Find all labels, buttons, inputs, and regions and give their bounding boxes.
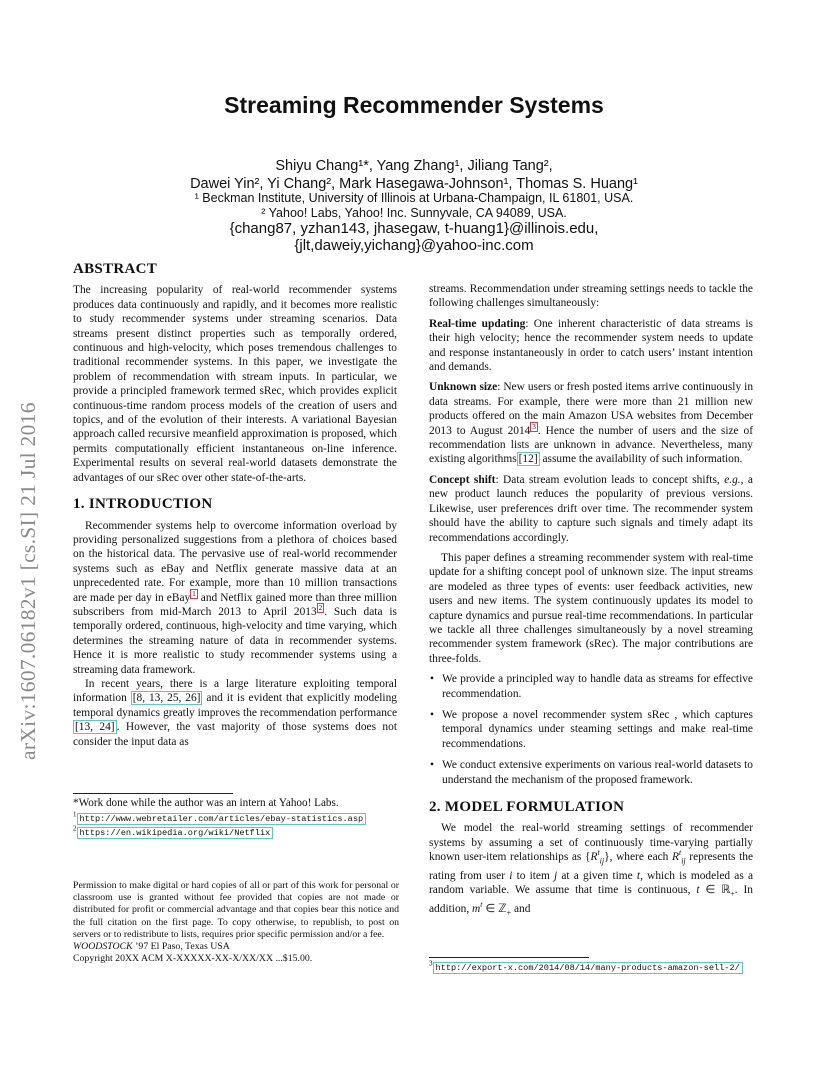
abstract-heading: ABSTRACT bbox=[73, 261, 158, 277]
email-line-1: {chang87, yzhan143, jhasegaw, t-huang1}@illinois.edu, bbox=[229, 220, 599, 237]
footnote-rule-right bbox=[429, 957, 589, 958]
abstract-text: The increasing popularity of real-world recommender systems produces data continuously and rapidly, and it becomes more realistic to study recommender systems under streaming scenarios. Data streams present distinct properties such as temporally ordered, continuous and high-velocity, which poses tremendous challenges to traditional recommender systems. In this paper, we investigate the problem of recommendation with stream inputs. In particular, we provide a principled framework termed sRec, which provides explicit continuous-time random process models of the creation of users and topics, and of the evolution of their interests. A variational Bayesian approach called recursive meanfield approximation is proposed, which permits computationally efficient instantaneous on-line inference. Experimental results on several real-world datasets demonstrate the advantages of our sRec over other state-of-the-arts. bbox=[73, 284, 397, 484]
model-formulation-heading: 2. MODEL FORMULATION bbox=[429, 799, 625, 815]
citation-link-group-2[interactable]: [13, 24] bbox=[75, 721, 115, 734]
model-formulation-paragraph: We model the real-world streaming settings of recommender systems by assuming a set of continuously time-varying partially known user-item relationships as $\{R^t_{ij}\}$, where each $R^t_{ij}$ represents the rating from user i to item j at a given time t, which is modeled as a random variable. We assume that time is continuous, t ∈ ℝ$_+$. In addition, $m^t$ ∈ ℤ$_+$ and bbox=[429, 822, 754, 918]
challenge-unknown-size: Unknown size: New users or fresh posted items arrive continuously in data streams. For example, there were more than 21 million new products offered on the main Amazon USA websites from December 2013 to August 2014 $^3$ . Hence the number of users and the size of recommendation lists are unknown in advance. Nevertheless, many existing algorithms [12] assume the availability of such information. bbox=[429, 381, 754, 466]
challenge-concept-shift: Concept shift: Data stream evolution leads to concept shifts, e.g., a new product launch reduces the popularity of previous versions. Likewise, user preferences drift over time. The recommender system should have the ability to capture such signals and timely adapt its recommendations accordingly. bbox=[429, 473, 753, 544]
contribution-item: • We propose a novel recommender system sRec , which captures temporal dynamics under steaming settings and make real-time recommendations. bbox=[430, 708, 753, 750]
footnote-link-3[interactable]: 3 bbox=[532, 422, 536, 431]
introduction-heading: 1. INTRODUCTION bbox=[73, 496, 213, 513]
intro-paragraph-2: In recent years, there is a large literature exploiting temporal information [8, 13, 25, 26] and it is evident that explicitly modeling temporal dynamics greatly improves the recommendation performance [13, 24] . However, the vast majority of those systems does not consider the input data as bbox=[73, 677, 397, 748]
challenge-realtime: Real-time updating: One inherent characteristic of data streams is their high velocity; hence the recommender system needs to update and response instantaneously in order to catch users’ instant intention and demands. bbox=[429, 317, 753, 374]
citation-link-12[interactable]: [12] bbox=[518, 453, 538, 466]
footnote-url-2[interactable]: https://en.wikipedia.org/wiki/Netflix bbox=[77, 827, 274, 839]
permission-block bbox=[73, 880, 399, 965]
paper-title: Streaming Recommender Systems bbox=[224, 92, 604, 118]
footnote-rule-left bbox=[73, 793, 233, 794]
author-line-1: Shiyu Chang¹*, Yang Zhang¹, Jiliang Tang², bbox=[275, 158, 553, 174]
footnote-url-1[interactable]: http://www.webretailer.com/articles/ebay-statistics.asp bbox=[77, 813, 367, 825]
venue-line: WOODSTOCK ’97 El Paso, Texas USA bbox=[73, 941, 230, 953]
left-column bbox=[73, 262, 397, 749]
email-line-2: {jlt,daweiy,yichang}@yahoo-inc.com bbox=[294, 237, 534, 254]
intro-paragraph-1: Recommender systems help to overcome information overload by providing personalized suggestions from a plethora of choices based on the historical data. The pervasive use of real-world recommender systems such as eBay and Netflix generate massive data at an unprecedented rate. For example, more than 10 million transactions are made per day in eBay $^1$ and Netflix gained more than three million subscribers from mid-March 2013 to April 2013 $^2$ . Such data is temporally ordered, continuous, high-velocity and time varying, which determines the streaming nature of data in recommender systems. Hence it is more realistic to study recommender systems using a streaming data framework. bbox=[73, 519, 397, 676]
right-intro-continuation: streams. Recommendation under streaming settings needs to tackle the following challenges simultaneously: bbox=[429, 283, 753, 310]
footnote-link-2[interactable]: 2 bbox=[318, 604, 323, 613]
affiliation-2: ² Yahoo! Labs, Yahoo! Inc. Sunnyvale, CA 94089, USA. bbox=[261, 206, 567, 220]
footnote-1: $^1$ http://www.webretailer.com/articles/ebay-statistics.asp bbox=[73, 812, 366, 826]
footnote-3: $^3$ http://export-x.com/2014/08/14/many-products-amazon-sell-2/ bbox=[429, 961, 743, 975]
right-column bbox=[429, 282, 753, 921]
citation-link-group-1[interactable]: [8, 13, 25, 26] bbox=[132, 692, 201, 705]
paper-definition-paragraph: This paper defines a streaming recommender system with real-time update for a shifting concept pool of unknown size. The input streams are modeled as three types of events: user feedback activities, new users and new items. The system continuously updates its model to capture dynamics and pursue real-time recommendations. In particular we tackle all three challenges simultaneously by a novel streaming recommender system framework (sRec). The major contributions are three-folds. bbox=[429, 551, 753, 665]
footnote-url-3[interactable]: http://export-x.com/2014/08/14/many-products-amazon-sell-2/ bbox=[433, 962, 743, 974]
permission-text: Permission to make digital or hard copies of all or part of this work for personal or classroom use is granted without fee provided that copies are not made or distributed for profit or commercial advantage and that copies bear this notice and the full citation on the first page. To copy otherwise, to republish, to post on servers or to redistribute to lists, requires prior specific permission and/or a fee. bbox=[73, 880, 399, 940]
copyright-line: Copyright 20XX ACM X-XXXXX-XX-X/XX/XX ...$15.00. bbox=[73, 953, 313, 965]
footnote-star: *Work done while the author was an intern at Yahoo! Labs. bbox=[73, 797, 339, 809]
author-line-2: Dawei Yin², Yi Chang², Mark Hasegawa-Johnson¹, Thomas S. Huang¹ bbox=[190, 176, 638, 192]
footnote-link-1[interactable]: 1 bbox=[192, 589, 196, 598]
footnote-2: $^2$ https://en.wikipedia.org/wiki/Netflix bbox=[73, 826, 273, 840]
arxiv-identifier-stamp: arXiv:1607.06182v1 [cs.SI] 21 Jul 2016 bbox=[16, 402, 40, 760]
affiliation-1: ¹ Beckman Institute, University of Illinois at Urbana-Champaign, IL 61801, USA. bbox=[194, 191, 634, 205]
contribution-item: • We conduct extensive experiments on various real-world datasets to understand the mechanism of the proposed framework. bbox=[430, 759, 753, 786]
contribution-list bbox=[429, 672, 753, 787]
contribution-item: • We provide a principled way to handle data as streams for effective recommendation. bbox=[430, 673, 753, 700]
